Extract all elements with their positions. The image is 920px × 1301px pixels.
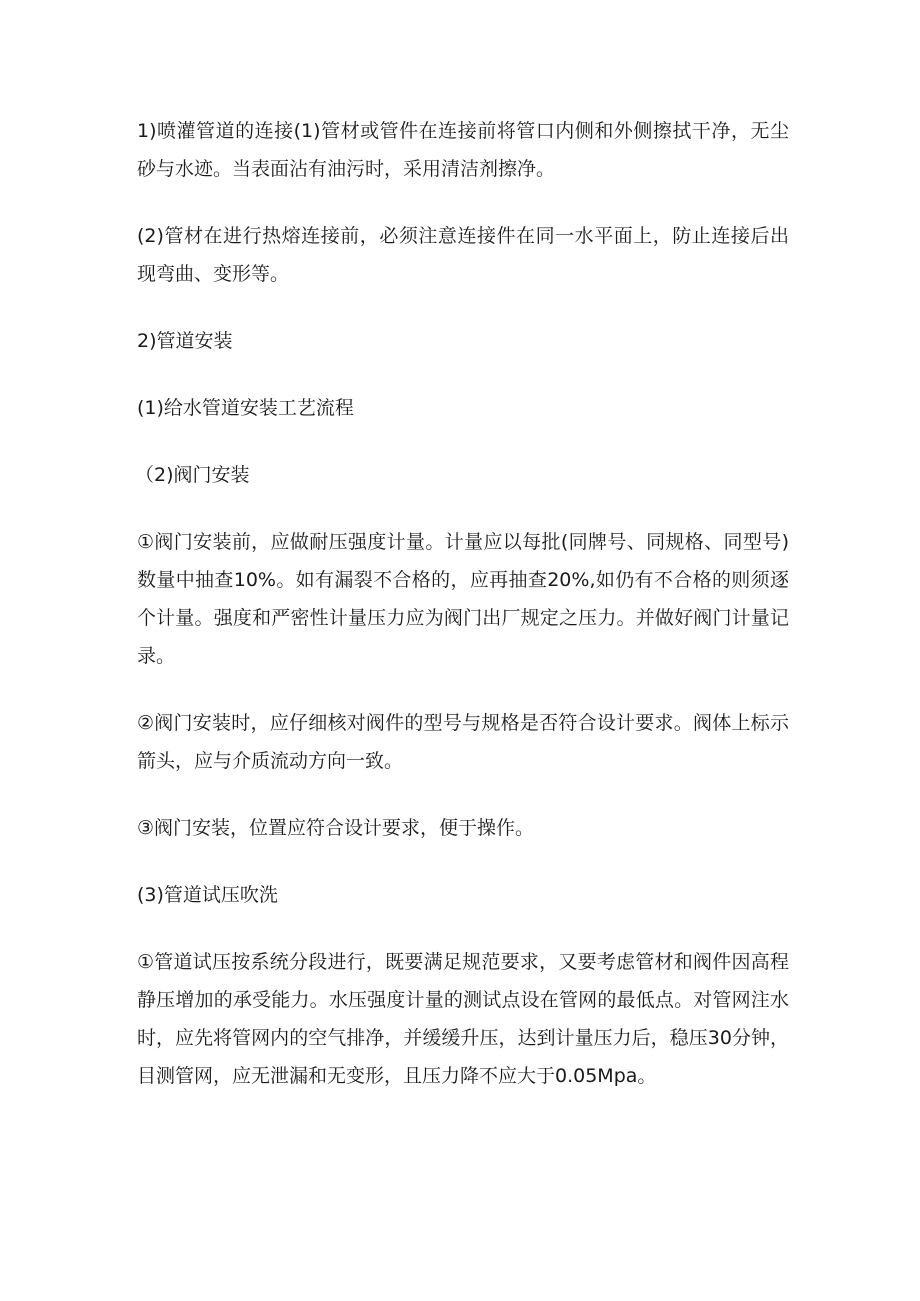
heading-water-supply-process: (1)给水管道安装工艺流程 <box>137 397 354 419</box>
paragraph-valve-pressure-test: ①阀门安装前，应做耐压强度计量。计量应以每批(同牌号、同规格、同型号)数量中抽查10%。如有漏裂不合格的，应再抽查20%,如仍有不合格的则须逐个计量。强度和严密性计量压力应为阀门出厂规定之压力。并做好阀门计量记录。 <box>137 531 789 667</box>
heading-pressure-flushing: (3)管道试压吹洗 <box>137 884 278 906</box>
heading-pipe-installation: 2)管道安装 <box>137 330 233 352</box>
paragraph-hot-melt-connection: (2)管材在进行热熔连接前，必须注意连接件在同一水平面上，防止连接后出现弯曲、变形等。 <box>137 225 789 285</box>
paragraph-pressure-test-procedure: ①管道试压按系统分段进行，既要满足规范要求，又要考虑管材和阀件因高程静压增加的承受能力。水压强度计量的测试点设在管网的最低点。对管网注水时，应先将管网内的空气排净，并缓缓升压，达到计量压力后，稳压30分钟，目测管网，应无泄漏和无变形，且压力降不应大于0.05Mpa。 <box>137 951 789 1087</box>
paragraph-pipe-connection: 1)喷灌管道的连接(1)管材或管件在连接前将管口内侧和外侧擦拭干净，无尘砂与水迹。当表面沾有油污时，采用清洁剂擦净。 <box>137 120 789 180</box>
paragraph-valve-position: ③阀门安装，位置应符合设计要求，便于操作。 <box>137 817 535 839</box>
heading-valve-installation: （2)阀门安装 <box>135 464 250 486</box>
document-body <box>137 112 789 1124</box>
paragraph-valve-check: ②阀门安装时，应仔细核对阀件的型号与规格是否符合设计要求。阀体上标示箭头，应与介质流动方向一致。 <box>137 712 789 772</box>
